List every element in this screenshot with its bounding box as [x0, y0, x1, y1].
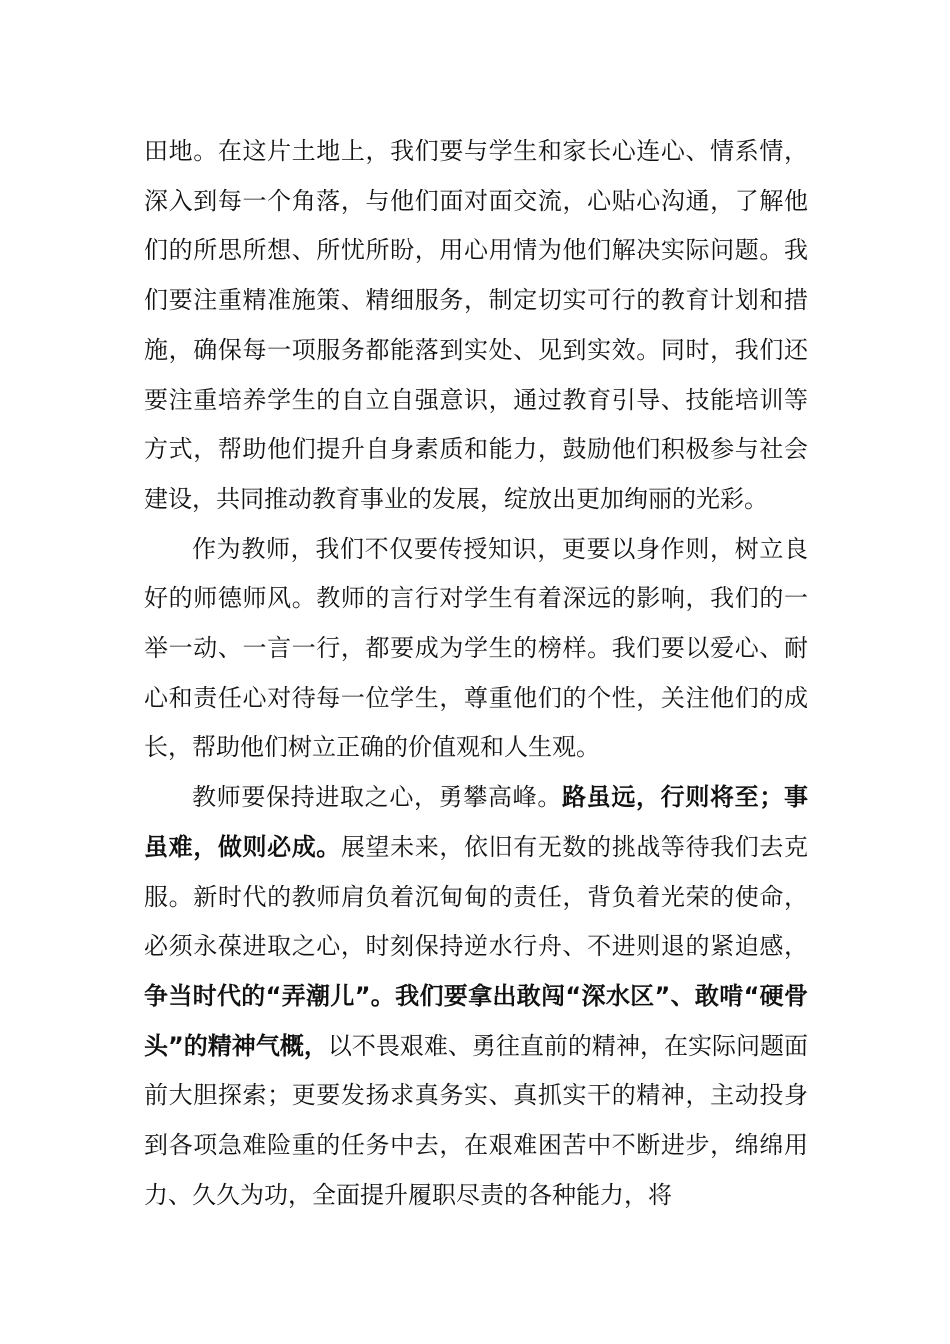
- paragraph-2: [144, 525, 808, 774]
- paragraph-3-bold-run-2: 争当时代的“弄潮儿”。我们要拿出敢闯“深水区”、敢啃“硬骨头”的精神气概，: [144, 981, 808, 1060]
- paragraph-3: [144, 773, 808, 1220]
- paragraph-3-run-3: 以不畏艰难、勇往直前的精神，在实际问题面前大胆探索；更要发扬求真务实、真抓实干的精神，主动投身到各项急难险重的任务中去，在艰难困苦中不断进步，绵绵用力、久久为功，全面提升履职尽责的各种能力，将: [144, 1031, 808, 1209]
- paragraph-1: [144, 127, 808, 525]
- paragraph-2-run-1: 作为教师，我们不仅要传授知识，更要以身作则，树立良好的师德师风。教师的言行对学生有着深远的影响，我们的一举一动、一言一行，都要成为学生的榜样。我们要以爱心、耐心和责任心对待每一位学生，尊重他们的个性，关注他们的成长，帮助他们树立正确的价值观和人生观。: [144, 534, 808, 762]
- paragraph-3-run-2: 展望未来，依旧有无数的挑战等待我们去克服。新时代的教师肩负着沉甸甸的责任，背负着光荣的使命，必须永葆进取之心，时刻保持逆水行舟、不进则退的紧迫感，: [144, 832, 809, 961]
- paragraph-1-run-1: 田地。在这片土地上，我们要与学生和家长心连心、情系情，深入到每一个角落，与他们面对面交流，心贴心沟通，了解他们的所思所想、所忧所盼，用心用情为他们解决实际问题。我们要注重精准施策、精细服务，制定切实可行的教育计划和措施，确保每一项服务都能落到实处、见到实效。同时，我们还要注重培养学生的自立自强意识，通过教育引导、技能培训等方式，帮助他们提升自身素质和能力，鼓励他们积极参与社会建设，共同推动教育事业的发展，绽放出更加绚丽的光彩。: [144, 137, 808, 513]
- paragraph-3-bold-run-1: 路虽远，行则将至；事虽难，做则必成。: [144, 783, 808, 861]
- document-page: [144, 127, 808, 1220]
- paragraph-3-run-1: 教师要保持进取之心，勇攀高峰。: [192, 783, 562, 812]
